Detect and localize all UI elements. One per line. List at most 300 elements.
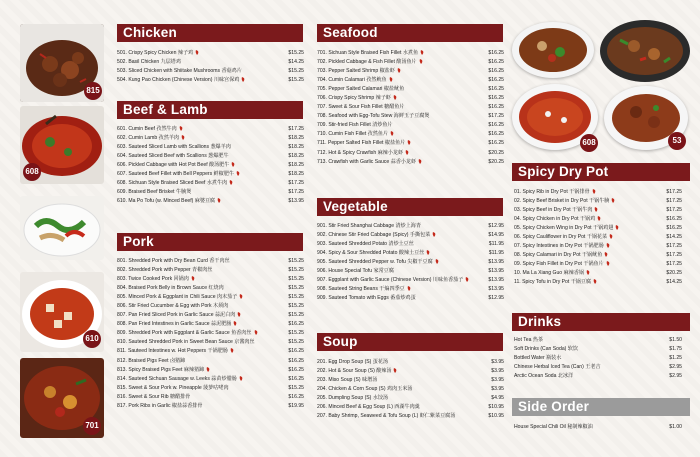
menu-item-name	[317, 149, 409, 158]
menu-item-price: $18.25	[288, 135, 304, 142]
section-title-side-order: Side Order	[512, 398, 690, 416]
chili-icon	[420, 50, 424, 55]
menu-item-name	[514, 345, 578, 354]
menu-item-name	[117, 197, 221, 206]
menu-item	[317, 103, 504, 112]
menu-item	[117, 302, 304, 311]
food-illustration	[600, 20, 690, 82]
menu-item-name	[514, 278, 597, 287]
menu-item-name-text: 610. Ma Po Tofu (w. Minced Beef) 麻婆豆腐	[117, 198, 216, 205]
menu-item-name	[317, 158, 422, 167]
menu-item-name-text: 813. Spicy Braised Pigs Feet 麻辣猪蹄	[117, 366, 205, 373]
section-title-pork: Pork	[117, 233, 303, 251]
menu-item-name-text: 712. Hot & Spicy Crawfish 麻辣小龙虾	[317, 149, 404, 156]
drinks-items	[514, 336, 682, 381]
menu-item	[317, 112, 504, 121]
chili-icon	[254, 330, 258, 335]
menu-item-name	[117, 275, 195, 284]
menu-item-name-text: 207. Baby Shrimp, Seaweed & Tofu Soup (L) 虾仁紫菜豆腐汤	[317, 413, 456, 420]
menu-item-price: $10.95	[488, 413, 504, 420]
photo-badge: 608	[23, 163, 41, 181]
chili-icon	[615, 225, 619, 230]
menu-item-price: $17.25	[666, 198, 682, 205]
menu-item-name	[117, 76, 245, 85]
menu-item	[514, 423, 682, 432]
chili-icon	[393, 95, 397, 100]
menu-item-price: $16.25	[488, 59, 504, 66]
menu-item-name	[514, 197, 615, 206]
menu-item	[514, 251, 682, 260]
menu-item-name-text: 607. Sauteed Beef Fillet with Bell Peppers 鲜椒肥牛	[117, 171, 234, 178]
menu-item	[117, 347, 304, 356]
menu-item	[117, 275, 304, 284]
menu-item-price: $3.95	[491, 386, 504, 393]
menu-item-name	[117, 302, 228, 311]
beef-items	[117, 125, 304, 206]
menu-item-name	[117, 284, 224, 293]
food-photo-plate-1	[512, 22, 594, 78]
menu-item-price: $17.25	[666, 243, 682, 250]
vegetable-items	[317, 222, 504, 303]
menu-item-price: $3.95	[491, 359, 504, 365]
menu-item-price: $15.25	[288, 77, 304, 84]
chili-icon	[418, 159, 422, 164]
chili-icon	[465, 277, 469, 282]
menu-item-name	[514, 251, 608, 260]
menu-item	[514, 215, 682, 224]
menu-item-price: $15.25	[288, 384, 304, 391]
menu-item-name	[117, 357, 185, 366]
chili-icon	[606, 261, 610, 266]
menu-item-price: $16.25	[488, 50, 504, 56]
menu-item-name-text: Arctic Ocean Soda 北冰洋	[514, 373, 574, 380]
menu-item-price: $16.25	[288, 321, 304, 328]
side-items	[514, 423, 682, 432]
menu-item-name	[117, 293, 243, 302]
menu-item-price: $12.95	[488, 295, 504, 302]
menu-item-name-text: 03. Spicy Beef in Dry Pot 干锅牛肉	[514, 207, 593, 214]
menu-item-name-text: 08. Spicy Calamari in Dry Pot 干锅鱿鱼	[514, 252, 603, 259]
menu-item-name	[317, 121, 393, 130]
menu-item-name-text: 908. Sauteed String Beans 干煸四季豆	[317, 286, 405, 293]
menu-item	[117, 338, 304, 347]
menu-item-name	[514, 354, 561, 363]
menu-item-price: $12.95	[488, 223, 504, 229]
menu-item-name-text: 501. Crispy Spicy Chicken 辣子鸡	[117, 50, 194, 56]
menu-item	[317, 85, 504, 94]
menu-item-name-text: 04. Spicy Chicken in Dry Pot 干锅鸡	[514, 216, 596, 223]
menu-item-name-text: Hot Tea 热茶	[514, 337, 544, 343]
menu-item-name-text: 206. Minced Beef & Egg Soup (L) 西湖牛肉羹	[317, 404, 420, 411]
menu-item-name-text: 205. Dumpling Soup (S) 水饺汤	[317, 395, 389, 402]
menu-item	[317, 267, 504, 276]
menu-item	[514, 224, 682, 233]
menu-item-price: $14.95	[488, 232, 504, 239]
menu-item-name-text: 902. Chinese Stir Fried Cabbage (Spicy) 手撕包菜	[317, 232, 431, 239]
menu-item-name-text: 01. Spicy Rib in Dry Pot 干锅排骨	[514, 189, 590, 195]
menu-item-name	[317, 294, 416, 303]
menu-item-name	[117, 393, 190, 402]
menu-item-name	[317, 222, 421, 231]
menu-item-price: $16.25	[488, 77, 504, 84]
menu-item	[117, 188, 304, 197]
menu-item-price: $17.25	[666, 252, 682, 259]
menu-item-name	[514, 224, 619, 233]
menu-item	[117, 293, 304, 302]
menu-item-name-text: 903. Sauteed Shredded Potato 清炒土豆丝	[317, 241, 414, 248]
menu-item-name-text: 901. Stir Fried Shanghai Cabbage 清炒上海青	[317, 223, 421, 229]
menu-item-name-text: 602. Cumin Lamb 孜然羊肉	[117, 135, 179, 142]
menu-item-price: $20.25	[488, 158, 504, 165]
menu-item-name	[317, 130, 394, 139]
menu-item	[317, 412, 504, 421]
chili-icon	[407, 140, 411, 145]
menu-item-price: $1.75	[669, 346, 682, 353]
menu-item-price: $11.95	[488, 241, 504, 248]
chicken-items	[117, 49, 304, 85]
chili-icon	[236, 171, 240, 176]
menu-item-name-text: 710. Cumin Fish Fillet 孜然鱼片	[317, 131, 389, 138]
menu-item-name	[317, 103, 404, 112]
menu-item-price: $15.25	[288, 303, 304, 310]
menu-item-name	[117, 179, 233, 188]
menu-item-name	[317, 267, 394, 276]
menu-item-price: $16.25	[288, 348, 304, 355]
menu-item-name	[117, 67, 242, 76]
food-photo-braised-beef	[20, 106, 104, 184]
menu-item-name-text: 02. Spicy Beef Brisket in Dry Pot 干锅牛腩	[514, 198, 610, 205]
menu-item-name-text: 803. Twice Cooked Pork 回锅肉	[117, 276, 189, 283]
menu-item-price: $3.95	[491, 377, 504, 384]
menu-item-name-text: 609. Braised Beef Brisket 牛腩煲	[117, 189, 192, 196]
food-photo-plate-2	[512, 84, 598, 150]
menu-item	[317, 149, 504, 158]
menu-item-price: $13.95	[488, 277, 504, 284]
menu-item	[317, 49, 504, 58]
menu-item-name-text: 811. Sauteed Intestines w. Hot Peppers 干锅肥肠	[117, 348, 228, 355]
menu-item-price: $1.25	[669, 355, 682, 362]
chili-icon	[191, 276, 195, 281]
menu-item-name	[317, 285, 411, 294]
menu-item-name-text: 711. Pepper Salted Fish Fillet 椒盐鱼片	[317, 140, 406, 147]
menu-item-name	[117, 311, 241, 320]
menu-item-name	[117, 49, 199, 58]
drypot-items	[514, 188, 682, 288]
menu-item-price: $16.25	[488, 140, 504, 147]
chili-icon	[237, 312, 241, 317]
menu-item-name-text: 608. Sichuan Style Braised Sliced Beef 水煮牛肉	[117, 180, 228, 187]
menu-item	[117, 125, 304, 134]
menu-item	[514, 372, 682, 381]
menu-item-price: $17.25	[488, 113, 504, 120]
menu-item	[514, 197, 682, 206]
menu-item-name	[117, 338, 255, 347]
menu-item-name-text: 805. Minced Pork & Eggplant in Chili Sauce 肉末茄子	[117, 294, 238, 301]
menu-item-name-text: 201. Egg Drop Soup (S) 蛋花汤	[317, 359, 389, 365]
menu-item	[117, 49, 304, 58]
menu-item	[317, 67, 504, 76]
menu-item	[317, 231, 504, 240]
menu-item-name	[514, 423, 593, 432]
menu-item-price: $14.25	[666, 279, 682, 286]
chili-icon	[586, 270, 590, 275]
menu-item-name	[317, 376, 377, 385]
menu-item	[117, 179, 304, 188]
menu-item	[117, 284, 304, 293]
menu-item-name-text: 713. Crawfish with Garlic Sauce 蒜香小龙虾	[317, 158, 417, 165]
menu-item	[514, 260, 682, 269]
menu-item-name	[514, 206, 598, 215]
menu-item-price: $16.25	[288, 357, 304, 364]
menu-item	[514, 278, 682, 287]
menu-item-price: $11.95	[488, 250, 504, 257]
menu-item	[117, 329, 304, 338]
menu-item-price: $14.25	[666, 234, 682, 241]
menu-item-name	[317, 385, 412, 394]
menu-item	[514, 233, 682, 242]
menu-item-name-text: 701. Sichuan Style Braised Fish Fillet 水煮鱼	[317, 50, 419, 56]
menu-item-price: $10.95	[488, 404, 504, 411]
menu-item-name-text: 707. Sweet & Sour Fish Fillet 糖醋鱼片	[317, 104, 405, 111]
menu-item-name-text: 708. Seafood with Egg-Tofu Stew 海鲜玉子豆腐煲	[317, 113, 430, 120]
menu-item	[514, 242, 682, 251]
menu-item-name-text: 810. Sauteed Shredded Pork in Sweet Bean Sauce 京酱肉丝	[117, 339, 255, 346]
menu-item	[117, 393, 304, 402]
menu-item-price: $18.25	[288, 162, 304, 169]
menu-item-price: $1.00	[669, 424, 682, 430]
chili-icon	[594, 207, 598, 212]
menu-item	[514, 345, 682, 354]
menu-item	[117, 257, 304, 266]
menu-item	[317, 222, 504, 231]
menu-item-name	[317, 67, 401, 76]
menu-item-name-text: 709. Stir-fried Fish Fillet 清炒鱼片	[317, 122, 393, 129]
menu-item-name	[117, 320, 237, 329]
chili-icon	[426, 250, 430, 255]
menu-item-price: $2.95	[669, 373, 682, 380]
menu-item-price: $20.25	[666, 270, 682, 277]
menu-item-name-text: 814. Sauteed Sichuan Sausage w. Leeks 蒜苗炒腊肠	[117, 375, 237, 382]
menu-item	[317, 367, 504, 376]
menu-item-name	[317, 85, 404, 94]
menu-item-price: $16.25	[488, 131, 504, 138]
section-title-soup: Soup	[317, 333, 503, 351]
food-photo-crispy-chicken	[20, 24, 104, 102]
menu-item-price: $3.95	[491, 368, 504, 375]
menu-item-name-text: 706. Crispy Spicy Shrimp 辣子虾	[317, 95, 391, 102]
menu-item-name-text: 203. Miso Soup (S) 味增汤	[317, 377, 378, 384]
food-photo-mapo-tofu	[20, 272, 104, 352]
food-photo-dry-pot	[600, 20, 690, 82]
menu-item	[117, 366, 304, 375]
chili-icon	[609, 234, 613, 239]
menu-item-name	[117, 375, 243, 384]
menu-item-name-text: 817. Pork Ribs in Garlic 椒盐蒜香排骨	[117, 402, 203, 409]
menu-item-price: $16.25	[288, 375, 304, 382]
menu-item	[117, 266, 304, 275]
menu-item-name	[117, 152, 229, 161]
menu-item-price: $16.25	[488, 122, 504, 129]
menu-item-price: $17.25	[288, 126, 304, 132]
menu-item-name	[317, 76, 393, 85]
menu-item-name	[117, 384, 229, 393]
menu-item	[317, 385, 504, 394]
menu-item-price: $17.25	[288, 189, 304, 196]
chili-icon	[241, 77, 245, 82]
menu-item-price: $15.25	[288, 330, 304, 337]
menu-item-name	[117, 170, 240, 179]
food-illustration	[512, 22, 594, 78]
menu-item-name-text: 704. Cumin Calamari 孜然鱿鱼	[317, 77, 387, 84]
menu-item	[317, 258, 504, 267]
chili-icon	[389, 77, 393, 82]
menu-item-name-text: 504. Kung Pao Chicken (Chinese Version) 川味宫保鸡	[117, 77, 240, 84]
menu-item-name	[117, 134, 185, 143]
menu-item-name	[317, 412, 455, 421]
menu-item	[317, 94, 504, 103]
section-title-vegetable: Vegetable	[317, 198, 503, 216]
chili-icon	[611, 198, 615, 203]
menu-item-name	[317, 139, 411, 148]
menu-item-name-text: 905. Sauteed Shredded Pepper w. Tofu 尖椒干豆腐	[317, 259, 433, 266]
menu-item	[317, 394, 504, 403]
chili-icon	[592, 189, 596, 194]
menu-item-name	[117, 161, 235, 170]
menu-item-price: $1.50	[669, 337, 682, 343]
menu-item-name-text: 202. Hot & Sour Soup (S) 酸辣汤	[317, 368, 392, 375]
menu-item-name	[317, 249, 430, 258]
menu-item-price: $17.25	[666, 189, 682, 195]
menu-item	[317, 376, 504, 385]
chili-icon	[397, 68, 401, 73]
menu-item-name-text: 812. Braised Pigs Feet 卤猪蹄	[117, 357, 186, 364]
menu-item	[117, 58, 304, 67]
menu-item-price: $15.25	[288, 285, 304, 292]
menu-item-name	[117, 347, 234, 356]
menu-item-name-text: 909. Sauteed Tomato with Eggs 番茄炒鸡蛋	[317, 295, 416, 302]
chili-icon	[393, 368, 397, 373]
menu-item-name	[117, 143, 231, 152]
menu-item-name-text: 906. House Special Tofu 家常豆腐	[317, 268, 394, 275]
menu-item-name-text: 603. Sauteed Sliced Lamb with Scallions 葱爆羊肉	[117, 144, 231, 151]
section-title-seafood: Seafood	[317, 24, 503, 42]
menu-item-price: $15.25	[288, 339, 304, 346]
menu-item-name-text: 502. Basil Chicken 九层塔鸡	[117, 59, 181, 66]
menu-item-name	[514, 233, 613, 242]
menu-item-name-text: 606. Pickled Cabbage with Hot Pot Beef 酸汤肥牛	[117, 162, 230, 169]
chili-icon	[231, 162, 235, 167]
chili-icon	[604, 252, 608, 257]
menu-item	[514, 188, 682, 197]
food-illustration	[20, 196, 104, 260]
section-title-drinks: Drinks	[512, 313, 690, 331]
menu-item-name	[317, 258, 439, 267]
chili-icon	[230, 348, 234, 353]
menu-item-name-text: 806. Stir Fried Cucumber & Egg with Pork 木须肉	[117, 303, 229, 310]
menu-item	[317, 358, 504, 367]
menu-item-price: $17.25	[288, 180, 304, 187]
section-title-spicy-dry-pot: Spicy Dry Pot	[512, 163, 690, 181]
menu-item-name	[117, 257, 230, 266]
menu-item	[317, 276, 504, 285]
menu-item-name-text: House Special Chili Oil 秘制辣椒油	[514, 424, 593, 430]
menu-item-name-text: 06. Spicy Cauliflower in Dry Pot 干锅花菜	[514, 234, 608, 241]
menu-item-name-text: 705. Pepper Salted Calamari 椒盐鱿鱼	[317, 86, 405, 93]
menu-item	[117, 161, 304, 170]
menu-item-price: $13.95	[488, 259, 504, 266]
food-photo-fish-fillet	[20, 358, 104, 438]
chili-icon	[435, 259, 439, 264]
menu-item-name-text: 808. Pan Fried Intestines in Garlic Sauce 蒜泥肥肠	[117, 321, 232, 328]
menu-item-name	[317, 94, 397, 103]
menu-item	[117, 311, 304, 320]
menu-item	[514, 336, 682, 345]
menu-item-price: $16.25	[488, 95, 504, 102]
menu-item-name-text: 802. Shredded Pork with Pepper 青椒肉丝	[117, 267, 213, 274]
menu-item-name-text: 11. Spicy Tofu in Dry Pot 干锅豆腐	[514, 279, 592, 286]
menu-item-name	[317, 231, 436, 240]
pork-items	[117, 257, 304, 411]
menu-item-name	[514, 269, 590, 278]
chili-icon	[597, 216, 601, 221]
menu-item-name-text: 815. Sweet & Sour Pork w. Pineapple 菠萝咕咾肉	[117, 384, 229, 391]
menu-item-price: $13.95	[288, 198, 304, 205]
menu-item	[514, 269, 682, 278]
section-title-beef-lamb: Beef & Lamb	[117, 101, 303, 119]
menu-item-name-text: 204. Chicken & Corn Soup (S) 鸡肉玉米汤	[317, 386, 413, 393]
menu-item-name-text: Bottled Water 瓶装水	[514, 355, 562, 362]
photo-badge: 608	[580, 134, 598, 152]
menu-item-price: $17.25	[666, 261, 682, 268]
chili-icon	[229, 180, 233, 185]
chili-icon	[179, 126, 183, 131]
menu-item-price: $20.25	[488, 149, 504, 156]
menu-item-name	[514, 242, 610, 251]
menu-item-name-text: 904. Spicy & Sour Shredded Potato 酸辣土豆丝	[317, 250, 425, 257]
menu-item	[317, 240, 504, 249]
menu-item-price: $16.25	[666, 216, 682, 223]
menu-item	[117, 384, 304, 393]
seafood-items	[317, 49, 504, 167]
menu-item-name	[317, 112, 429, 121]
menu-item	[117, 320, 304, 329]
menu-item	[317, 249, 504, 258]
menu-item-price: $18.25	[288, 144, 304, 151]
food-photo-plate-3	[604, 86, 688, 150]
menu-item-price: $15.25	[288, 276, 304, 283]
menu-item-name	[514, 372, 573, 381]
menu-item-name	[117, 402, 202, 411]
photo-badge: 610	[83, 330, 101, 348]
menu-item	[514, 354, 682, 363]
menu-item-price: $13.95	[488, 268, 504, 275]
menu-item-name-text: 601. Cumin Beef 孜然牛肉	[117, 126, 177, 132]
menu-item	[117, 134, 304, 143]
menu-item-name-text: 703. Pepper Salted Shrimp 椒盐虾	[317, 68, 395, 75]
chili-icon	[206, 367, 210, 372]
menu-item-name-text: 804. Braised Pork Belly in Brown Sauce 红烧肉	[117, 285, 224, 292]
menu-item-price: $16.25	[666, 225, 682, 232]
menu-item-name-text: 10. Ma La Xiang Guo 麻辣香锅	[514, 270, 584, 277]
chili-icon	[181, 135, 185, 140]
menu-item-name-text: 807. Pan Fried Sliced Pork in Garlic Sauce 蒜泥白肉	[117, 312, 236, 319]
chili-icon	[593, 279, 597, 284]
menu-item-name-text: 07. Spicy Intestines in Dry Pot 干锅肥肠	[514, 243, 604, 250]
menu-item	[317, 76, 504, 85]
menu-item	[514, 363, 682, 372]
menu-item-name	[117, 366, 210, 375]
menu-item-name	[317, 276, 469, 285]
